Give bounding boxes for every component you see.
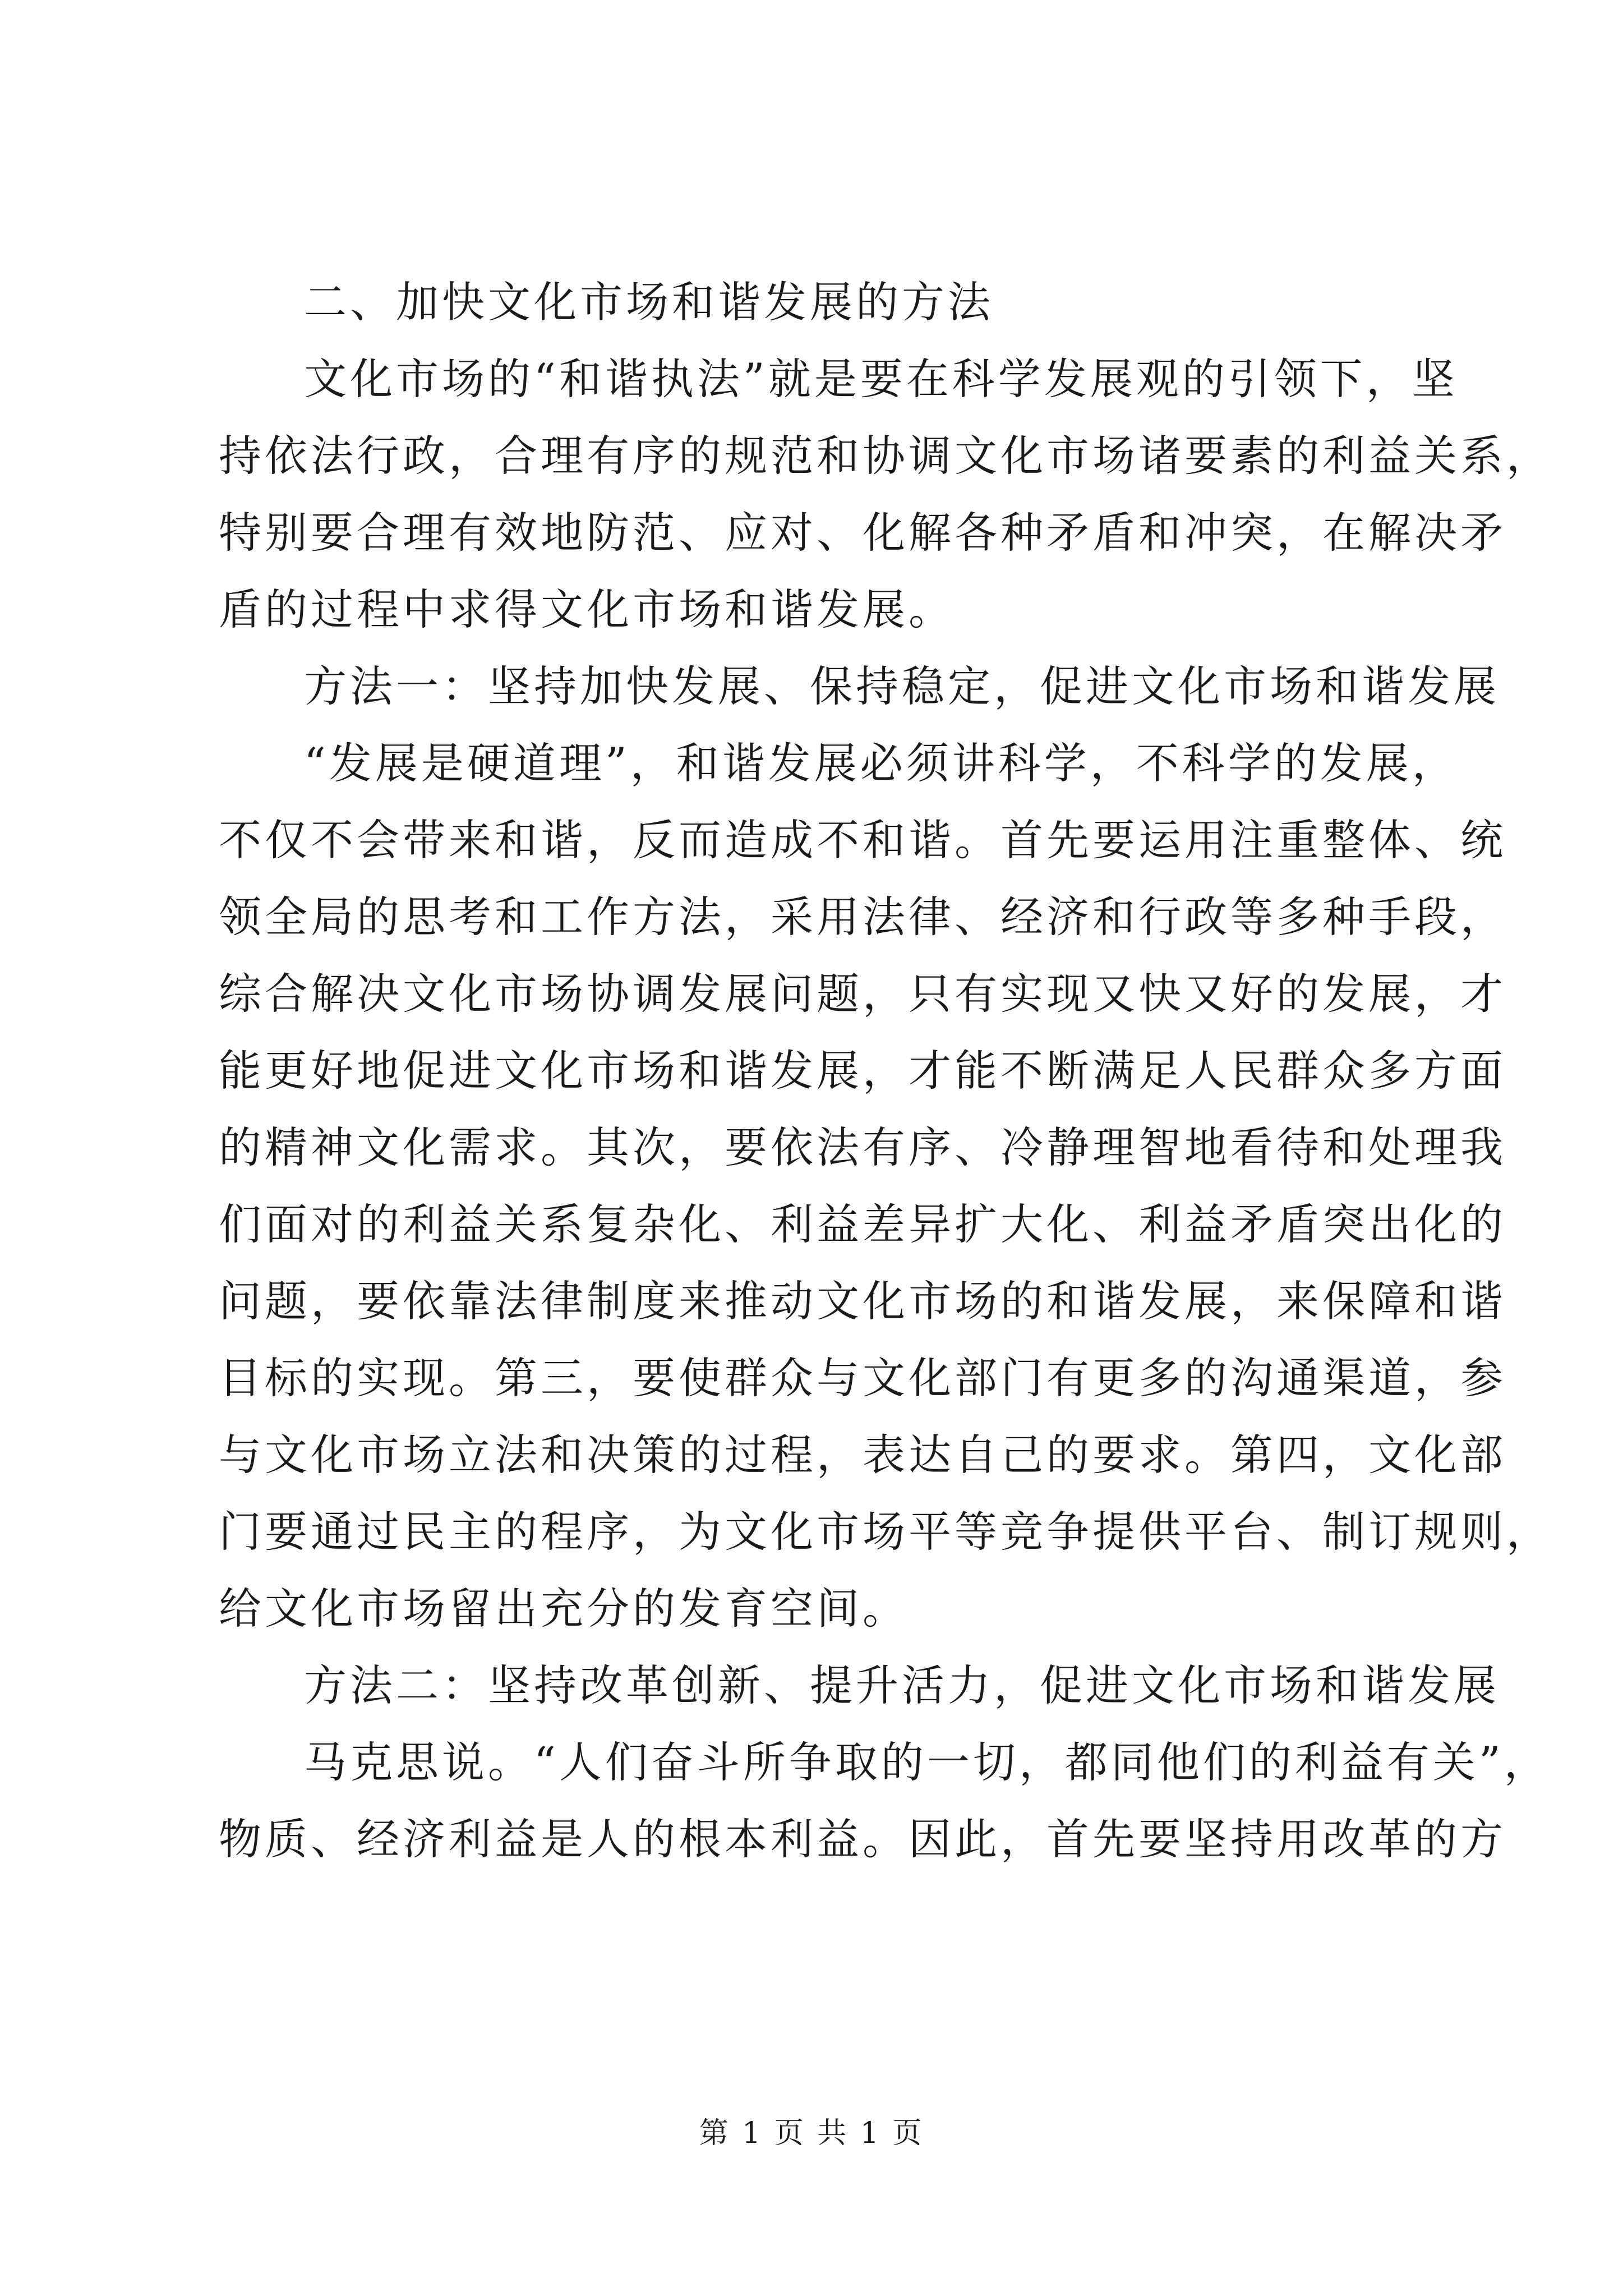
text-line: 给文化市场留出充分的发育空间。 <box>219 1584 909 1634</box>
text-line: 的精神文化需求。其次，要依法有序、冷静理智地看待和处理我 <box>219 1122 1506 1172</box>
text-line: 领全局的思考和工作方法，采用法律、经济和行政等多种手段， <box>219 892 1506 942</box>
text-line: 方法一：坚持加快发展、保持稳定，促进文化市场和谐发展 <box>304 661 1500 711</box>
text-line: 们面对的利益关系复杂化、利益差异扩大化、利益矛盾突出化的 <box>219 1199 1506 1249</box>
document-body <box>219 264 1552 1878</box>
text-line: 盾的过程中求得文化市场和谐发展。 <box>219 585 955 634</box>
text-line: 方法二：坚持改革创新、提升活力，促进文化市场和谐发展 <box>304 1660 1500 1710</box>
text-line: 物质、经济利益是人的根本利益。因此，首先要坚持用改革的方 <box>219 1814 1506 1864</box>
text-line: 马克思说。“人们奋斗所争取的一切，都同他们的利益有关”， <box>304 1737 1550 1787</box>
text-line: 二、加快文化市场和谐发展的方法 <box>304 277 994 327</box>
text-line: 文化市场的“和谐执法”就是要在科学发展观的引领下，坚 <box>304 354 1458 404</box>
text-line: 门要通过民主的程序，为文化市场平等竞争提供平台、制订规则， <box>219 1507 1552 1557</box>
text-line: 与文化市场立法和决策的过程，表达自己的要求。第四，文化部 <box>219 1430 1506 1480</box>
text-line: 综合解决文化市场协调发展问题，只有实现又快又好的发展，才 <box>219 969 1506 1019</box>
text-line: “发展是硬道理”，和谐发展必须讲科学，不科学的发展， <box>304 738 1458 788</box>
text-line: 不仅不会带来和谐，反而造成不和谐。首先要运用注重整体、统 <box>219 815 1506 865</box>
page-footer: 第 1 页 共 1 页 <box>699 2116 924 2150</box>
text-line: 目标的实现。第三，要使群众与文化部门有更多的沟通渠道，参 <box>219 1353 1506 1403</box>
text-line: 能更好地促进文化市场和谐发展，才能不断满足人民群众多方面 <box>219 1046 1506 1096</box>
text-line: 问题，要依靠法律制度来推动文化市场的和谐发展，来保障和谐 <box>219 1276 1506 1326</box>
text-line: 持依法行政，合理有序的规范和协调文化市场诸要素的利益关系， <box>219 431 1552 481</box>
text-line: 特别要合理有效地防范、应对、化解各种矛盾和冲突，在解决矛 <box>219 508 1506 558</box>
